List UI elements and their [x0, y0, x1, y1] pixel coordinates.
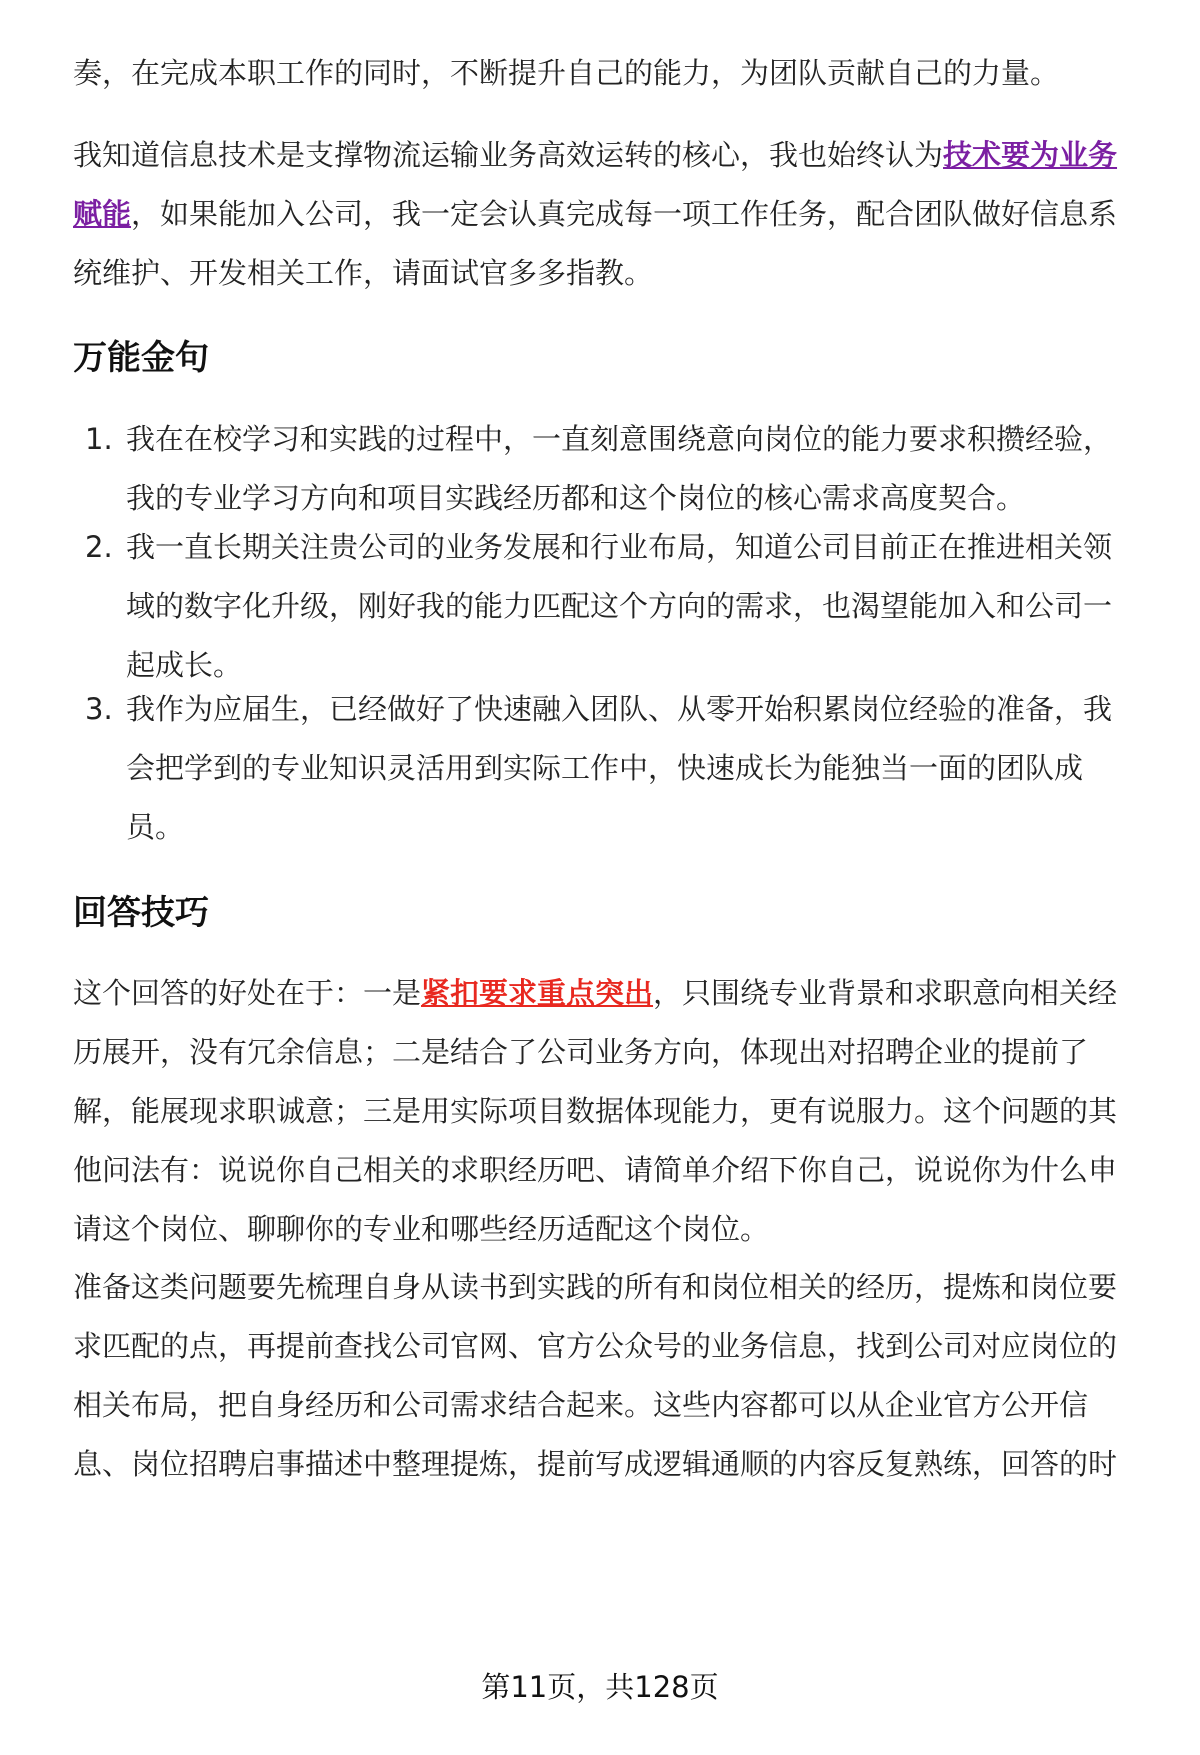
text-run: ，只围绕专业背景和求职意向相关经	[653, 976, 1118, 1010]
paragraph-line: 统维护、开发相关工作，请面试官多多指教。	[73, 256, 654, 290]
intro-paragraph-2	[73, 126, 1145, 303]
paragraph-line: 息、岗位招聘启事描述中整理提炼，提前写成逻辑通顺的内容反复熟练，回答的时	[73, 1447, 1118, 1481]
paragraph-line	[73, 185, 1145, 244]
paragraph-line: 解，能展现求职诚意；三是用实际项目数据体现能力，更有说服力。这个问题的其	[73, 1094, 1118, 1128]
paragraph-line: 准备这类问题要先梳理自身从读书到实践的所有和岗位相关的经历，提炼和岗位要	[73, 1270, 1118, 1304]
list-line: 起成长。	[126, 648, 243, 682]
paragraph-line: 奏，在完成本职工作的同时，不断提升自己的能力，为团队贡献自己的力量。	[73, 56, 1060, 90]
list-line: 我的专业学习方向和项目实践经历都和这个岗位的核心需求高度契合。	[126, 481, 1026, 515]
tips-paragraph-1	[73, 964, 1145, 1259]
list-number: 2.	[85, 530, 113, 564]
section-title-answer-tips: 回答技巧	[73, 893, 209, 933]
section-title-universal-phrases: 万能金句	[73, 338, 209, 378]
page-number: 第11页，共128页	[481, 1670, 719, 1704]
intro-paragraph-1	[73, 44, 1145, 103]
highlight-focus-requirements: 紧扣要求重点突出	[421, 976, 654, 1010]
paragraph-line: 历展开，没有冗余信息；二是结合了公司业务方向，体现出对招聘企业的提前了	[73, 1035, 1089, 1069]
list-line: 我在在校学习和实践的过程中，一直刻意围绕意向岗位的能力要求积攒经验，	[126, 422, 1113, 456]
text-run: 我知道信息技术是支撑物流运输业务高效运转的核心，我也始终认为	[73, 138, 944, 172]
list-line: 我一直长期关注贵公司的业务发展和行业布局，知道公司目前正在推进相关领	[126, 530, 1113, 564]
highlight-empower: 赋能	[73, 197, 132, 231]
paragraph-line: 相关布局，把自身经历和公司需求结合起来。这些内容都可以从企业官方公开信	[73, 1388, 1089, 1422]
list-number: 3.	[85, 692, 113, 726]
list-line: 员。	[126, 810, 185, 844]
paragraph-line: 求匹配的点，再提前查找公司官网、官方公众号的业务信息，找到公司对应岗位的	[73, 1329, 1118, 1363]
paragraph-line	[73, 964, 1145, 1023]
tips-paragraph-2	[73, 1258, 1145, 1494]
list-item-text	[126, 680, 1146, 857]
list-line: 会把学到的专业知识灵活用到实际工作中，快速成长为能独当一面的团队成	[126, 751, 1084, 785]
paragraph-line: 请这个岗位、聊聊你的专业和哪些经历适配这个岗位。	[73, 1212, 770, 1246]
list-line: 域的数字化升级，刚好我的能力匹配这个方向的需求，也渴望能加入和公司一	[126, 589, 1113, 623]
list-item-text	[126, 518, 1146, 695]
text-run: ，如果能加入公司，我一定会认真完成每一项工作任务，配合团队做好信息系	[131, 197, 1118, 231]
paragraph-line: 他问法有：说说你自己相关的求职经历吧、请简单介绍下你自己，说说你为什么申	[73, 1153, 1118, 1187]
highlight-tech-empowers-business: 技术要为业务	[943, 138, 1118, 172]
list-number: 1.	[85, 422, 113, 456]
list-item-text	[126, 410, 1146, 528]
text-run: 这个回答的好处在于：一是	[73, 976, 422, 1010]
paragraph-line	[73, 126, 1145, 185]
list-line: 我作为应届生，已经做好了快速融入团队、从零开始积累岗位经验的准备，我	[126, 692, 1113, 726]
